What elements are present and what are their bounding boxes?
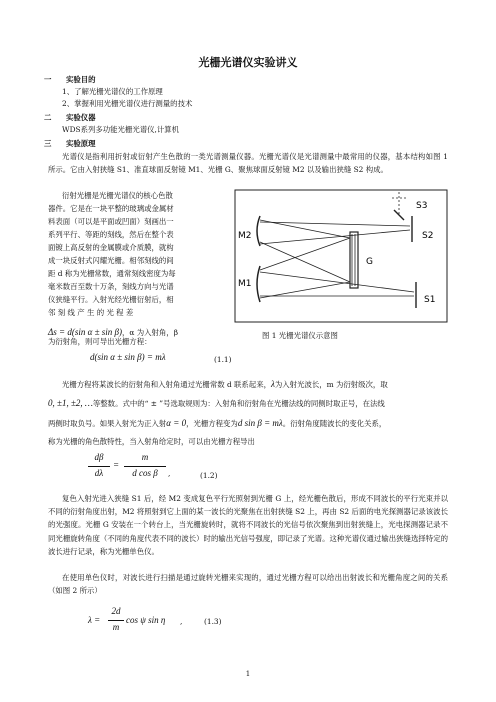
- grating-line-10: 邻 刻 线 产 生 的 光 程 差: [48, 308, 134, 317]
- lam-lhs: λ =: [88, 615, 101, 625]
- normal-incidence-equation: d sin β = mλ: [237, 418, 283, 428]
- instrument-item: WDS系列多功能光栅光谱仪,计算机: [62, 125, 180, 134]
- grating-line-2: 器件。它是在一块平整的玻璃或金属材: [48, 204, 174, 213]
- section-2-number: 二: [44, 113, 52, 122]
- label-s1: S1: [424, 295, 436, 305]
- grating-line-7: 距 d 称为光栅常数，通常刻线密度为每: [48, 269, 176, 278]
- diffraction-angle-text: 为衍射角，则可导出光栅方程：: [48, 337, 152, 346]
- lam-comma: ,: [180, 617, 183, 626]
- disp-lhs-den: dλ: [94, 468, 104, 478]
- angular-dispersion-equation: [88, 452, 178, 486]
- disp-rhs-num: m: [141, 452, 149, 462]
- p3-line1-post: 为入射光波长，m 为衍射级次，取: [274, 380, 388, 389]
- label-g: G: [366, 257, 373, 267]
- paragraph-grating-left: [48, 190, 228, 319]
- label-s3: S3: [416, 201, 428, 211]
- disp-equals: =: [113, 460, 120, 470]
- p3-line3-pre: 两侧时取负号。如果入射光为正入射: [48, 419, 167, 428]
- grating-line-8: 毫米数百至数十万条，刻线方向与光谱: [48, 282, 174, 291]
- lam-frac-den: m: [112, 622, 120, 632]
- grating-line-1: 衍射光栅是光栅光谱仪的核心色散: [62, 191, 173, 200]
- delta-s-equation: Δs = d(sin α ± sin β): [48, 327, 123, 337]
- paragraph-grating-eq-line-1: [48, 378, 388, 391]
- equation-number-1-2: (1.2): [200, 471, 218, 480]
- p3-line3-mid: ，光栅方程变为: [186, 419, 238, 428]
- lam-rest: cos ψ sin η: [126, 615, 166, 625]
- disp-lhs-bar: [88, 466, 110, 467]
- disp-comma: ,: [168, 469, 171, 478]
- grating-line-3: 料表面（可以是平面或凹面）刻画出一: [48, 217, 174, 226]
- paragraph-grating-eq-line-3: [48, 417, 386, 430]
- disp-rhs-den: d cos β: [132, 468, 158, 478]
- section-3-title: 实验原理: [66, 139, 96, 148]
- section-1-title: 实验目的: [66, 75, 96, 84]
- spectrometer-diagram: [232, 186, 454, 326]
- label-m1: M1: [238, 279, 252, 289]
- lambda-symbol: λ: [270, 379, 275, 389]
- label-s2: S2: [422, 231, 434, 241]
- figure-1-caption: 图 1 光栅光谱仪示意图: [262, 331, 338, 340]
- objective-item-1: 1、了解光栅光谱仪的工作原理: [62, 87, 163, 96]
- m-values: 0, ±1, ±2, …: [48, 398, 93, 408]
- paragraph-grating-eq-line-2: [48, 397, 385, 410]
- page-number: 1: [245, 670, 251, 678]
- paragraph-operation: 复色入射光进入狭缝 S1 后，经 M2 变成复色平行光照射到光栅 G 上，经光栅色散后，形成不同波长的平行光束并以不同的衍射角度出射，M2 将照射到它上面的某一波长的光聚焦在出射狭缝 S2 上，再由 S2 后面的电光探测器记录该波长的光强度。光栅 G 安装在一个转台上，当光栅旋转时，就将不同波长的光信号依次聚焦到出射狭缝上，光电探测器记录不同光栅旋转角度（不同的角度代表不同的波长）时的输出光信号强度，即记录了光谱。这种光谱仪通过输出狭缝选择特定的波长进行记录，称为光栅单色仪。: [48, 494, 448, 556]
- disp-lhs-num: dβ: [94, 452, 104, 462]
- grating-line-5: 面镀上高反射的金属膜或介质膜，就构: [48, 243, 174, 252]
- wavelength-equation: [88, 606, 198, 640]
- page-title: 光栅光谱仪实验讲义: [198, 56, 298, 69]
- p3-line4: 称为光栅的角色散特性，当入射角给定时，可以由光栅方程导出: [48, 437, 255, 446]
- label-m2: M2: [238, 231, 252, 241]
- section-2-heading: [44, 112, 96, 124]
- p3-line3-post: 。衍射角度随波长的变化关系，: [282, 419, 387, 428]
- mirror-s3: [394, 210, 404, 220]
- section-1-heading: [44, 74, 96, 86]
- section-3-number: 三: [44, 139, 52, 148]
- mirror-m1: [257, 266, 260, 302]
- p3-line2-pre: 等整数。式中的“ ± ”号选取规则为：入射角和衍射角在光栅法线的同侧时取正号，在法线: [92, 399, 385, 408]
- grating-equation: d(sin α ± sin β) = mλ: [90, 352, 166, 362]
- disp-rhs-bar: [124, 466, 166, 467]
- section-3-heading: [44, 138, 96, 150]
- paragraph-scanning: 在使用单色仪时，对波长进行扫描是通过旋转光栅来实现的，通过光栅方程可以给出出射波长和光栅角度之间的关系（如图 2 所示）: [48, 573, 448, 596]
- grating-line-6: 成一块反射式闪耀光栅。相邻刻线的间: [48, 256, 174, 265]
- lam-frac-num: 2d: [111, 606, 121, 616]
- alpha-zero: α = 0: [166, 418, 187, 428]
- equation-number-1-3: (1.3): [204, 617, 222, 626]
- p3-line1-pre: 光栅方程将某波长的衍射角和入射角通过光栅常数 d 联系起来，: [62, 380, 271, 389]
- equation-number-1-1: (1.1): [214, 355, 232, 364]
- lam-frac-bar: [108, 620, 124, 621]
- grating-g: [350, 232, 358, 288]
- grating-line-9: 仪狭缝平行。入射光经光栅衍射后，相: [48, 295, 174, 304]
- grating-line-4: 系列平行、等距的刻线，然后在整个表: [48, 230, 174, 239]
- delta-s-tail: ，α 为入射角，β: [122, 328, 178, 337]
- section-2-title: 实验仪器: [66, 113, 96, 122]
- section-1-number: 一: [44, 75, 52, 84]
- mirror-m2: [257, 216, 260, 246]
- paragraph-intro: 光谱仪是指利用折射或衍射产生色散的一类光谱测量仪器。光栅光谱仪是光谱测量中最常用的仪器，基本结构如图 1 所示。它由入射狭缝 S1、准直球面反射镜 M1、光栅 G、聚焦球面反射镜 M2 以及输出狭缝 S2 构成。: [48, 152, 448, 175]
- objective-item-2: 2、掌握利用光栅光谱仪进行测量的技术: [62, 99, 193, 108]
